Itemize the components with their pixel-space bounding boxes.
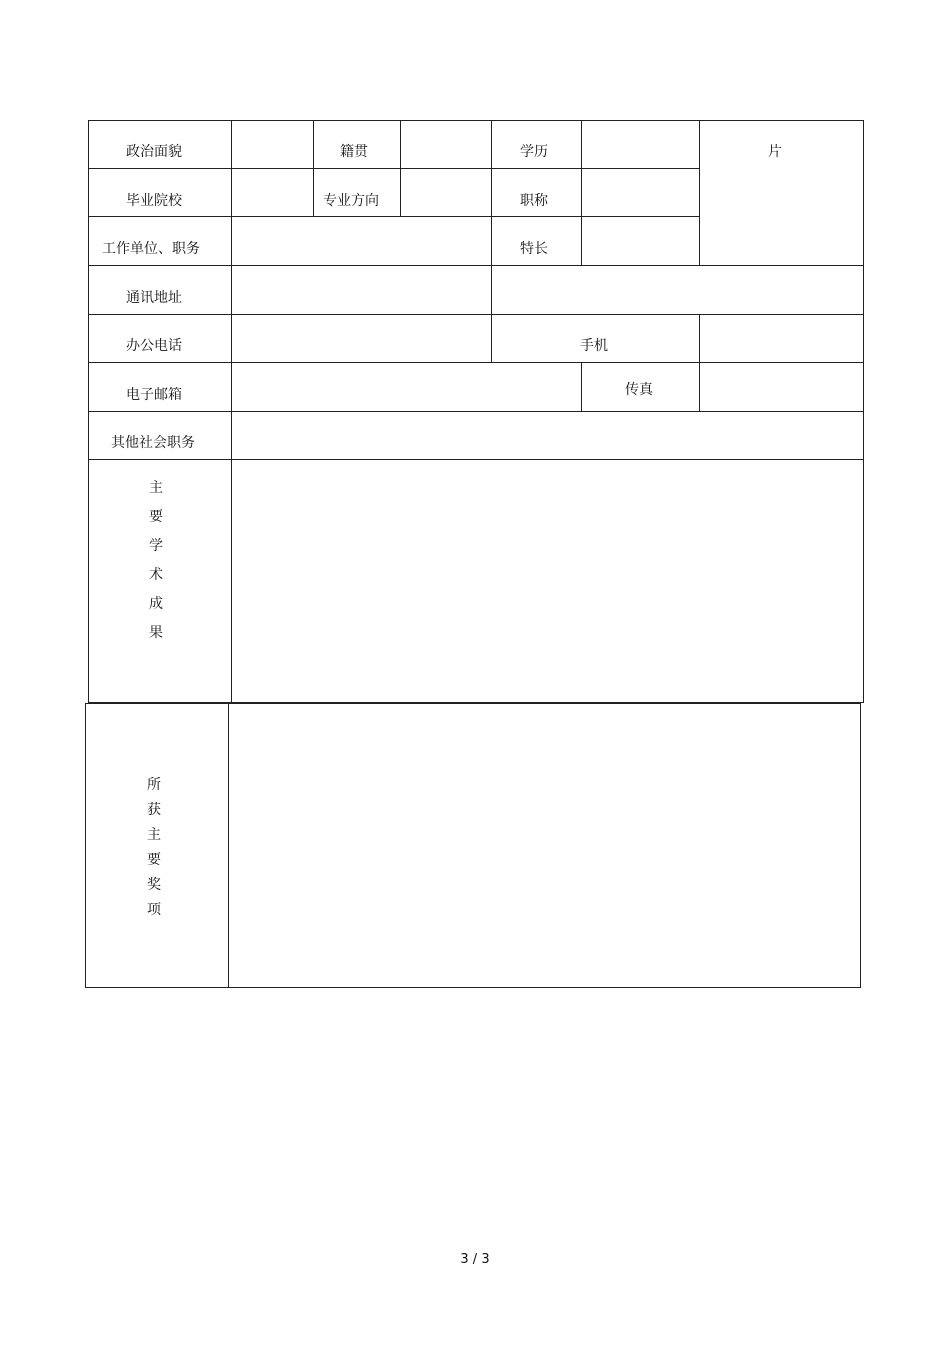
education-field[interactable] (582, 121, 699, 168)
photo-area[interactable] (700, 160, 863, 265)
page-number: 3 / 3 (460, 1252, 490, 1267)
awards-border-bottom (85, 987, 861, 988)
label-other-social-positions: 其他社会职务 (111, 435, 195, 451)
label-work-unit-position: 工作单位、职务 (102, 241, 200, 257)
mailing-address-field[interactable] (232, 266, 863, 314)
office-phone-field[interactable] (232, 315, 491, 362)
label-title: 职称 (520, 193, 548, 209)
table-border-left (88, 120, 89, 703)
table-border-right (863, 120, 864, 703)
political-status-field[interactable] (232, 121, 313, 168)
title-field[interactable] (582, 169, 699, 216)
graduated-school-field[interactable] (232, 169, 313, 216)
native-place-field[interactable] (401, 121, 491, 168)
other-social-positions-field[interactable] (232, 412, 863, 459)
academic-achievements-field[interactable] (232, 460, 863, 702)
awards-border-left (85, 703, 86, 988)
fax-field[interactable] (700, 363, 863, 411)
label-specialty: 特长 (520, 241, 548, 257)
specialty-field[interactable] (582, 217, 699, 265)
label-main-awards: 所 获 主 要 奖 项 (147, 777, 161, 918)
label-political-status: 政治面貌 (126, 144, 182, 160)
label-major-direction: 专业方向 (323, 193, 379, 209)
label-native-place: 籍贯 (340, 144, 368, 160)
label-email: 电子邮箱 (126, 387, 182, 403)
label-academic-achievements: 主 要 学 术 成 果 (149, 480, 163, 641)
column-divider (581, 362, 582, 412)
mobile-field[interactable] (700, 315, 863, 362)
column-divider (313, 120, 314, 216)
work-unit-field[interactable] (232, 217, 491, 265)
main-awards-field[interactable] (229, 704, 860, 987)
label-photo: 片 (768, 144, 782, 160)
label-mailing-address: 通讯地址 (126, 290, 182, 306)
major-direction-field[interactable] (401, 169, 491, 216)
label-graduated-school: 毕业院校 (126, 193, 182, 209)
label-office-phone: 办公电话 (126, 338, 182, 354)
column-divider (491, 120, 492, 363)
awards-border-right (860, 703, 861, 988)
email-field[interactable] (232, 363, 581, 411)
label-education: 学历 (520, 144, 548, 160)
label-fax: 传真 (625, 382, 653, 398)
label-mobile: 手机 (580, 338, 608, 354)
